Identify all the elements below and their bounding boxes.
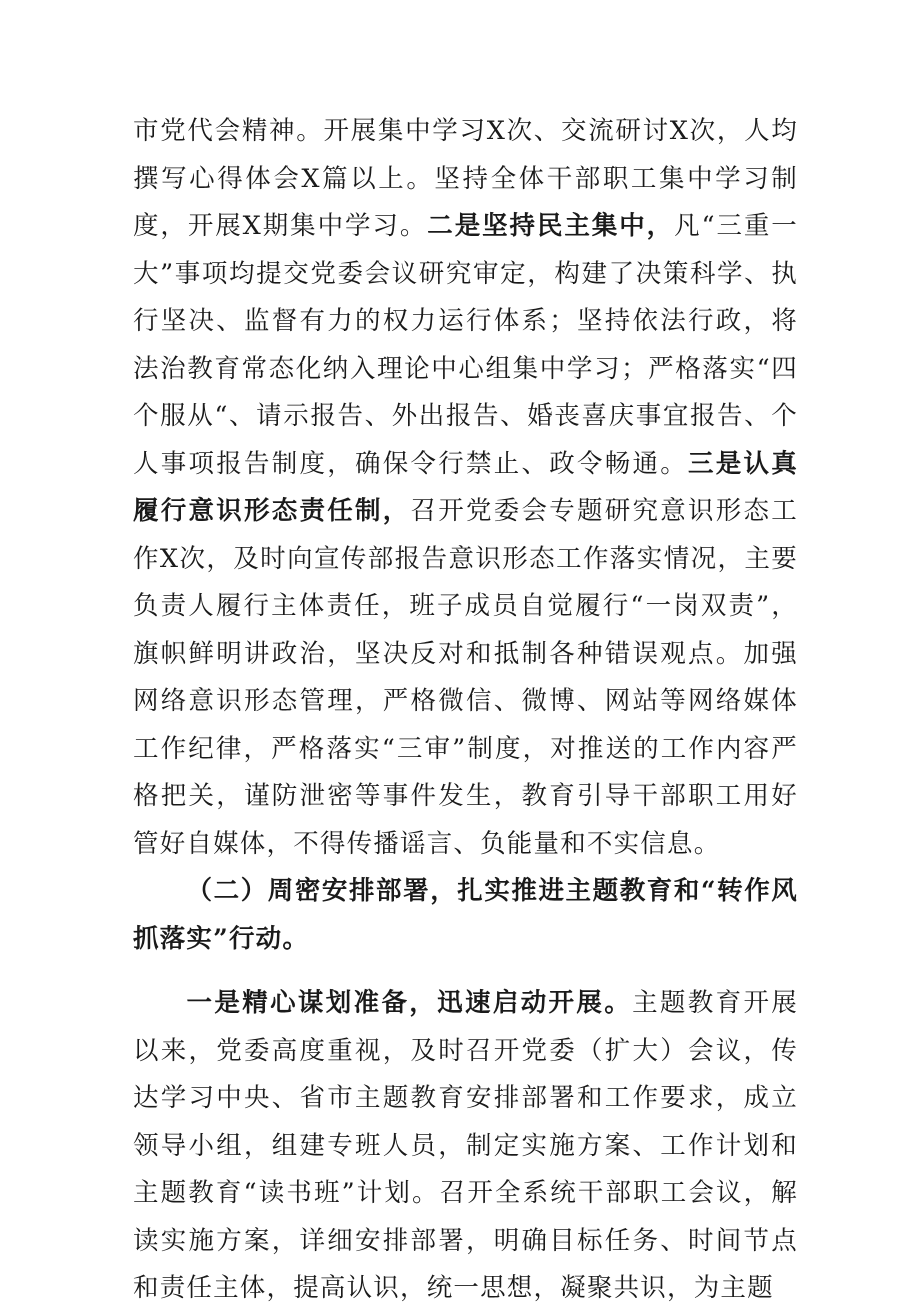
paragraph-1-heading-3: 三是认真履行意识形态责任制， [133,448,798,526]
paragraph-1-text-3: 召开党委会专题研究意识形态工作X次，及时向宣传部报告意识形态工作落实情况，主要负责人履行主体责任，班子成员自觉履行“一岗双责”，旗帜鲜明讲政治，坚决反对和抵制各种错误观点。加强网络意识形态管理，严格微信、微博、网站等网络媒体工作纪律，严格落实“三审”制度，对推送的工作内容严格把关，谨防泄密等事件发生，教育引导干部职工用好管好自媒体，不得传播谣言、负能量和不实信息。 [133,496,798,859]
paragraph-3 [133,980,798,1313]
paragraph-1-text-2: 凡“三重一大”事项均提交党委会议研究审定，构建了决策科学、执行坚决、监督有力的权力运行体系；坚持依法行政，将法治教育常态化纳入理论中心组集中学习；严格落实“四个服从“、请示报告、外出报告、婚丧喜庆事宜报告、个人事项报告制度，确保令行禁止、政令畅通。 [133,211,798,479]
section-heading-text: （二）周密安排部署，扎实推进主题教育和“转作风抓落实”行动。 [133,876,798,954]
section-heading [133,868,798,963]
document-body [133,108,798,1313]
paragraph-1 [133,108,798,868]
paragraph-1-text: 市党代会精神。开展集中学习X次、交流研讨X次，人均撰写心得体会X篇以上。坚持全体干部职工集中学习制度，开展X期集中学习。 [133,116,798,241]
paragraph-3-text: 主题教育开展以来，党委高度重视，及时召开党委（扩大）会议，传达学习中央、省市主题教育安排部署和工作要求，成立领导小组，组建专班人员，制定实施方案、工作计划和主题教育“读书班”计划。召开全系统干部职工会议，解读实施方案，详细安排部署，明确目标任务、时间节点和责任主体，提高认识，统一思想，凝聚共识，为主题 [133,988,799,1303]
paragraph-1-heading-2: 二是坚持民主集中， [427,211,675,241]
paragraph-3-heading: 一是精心谋划准备，迅速启动开展。 [186,988,633,1018]
